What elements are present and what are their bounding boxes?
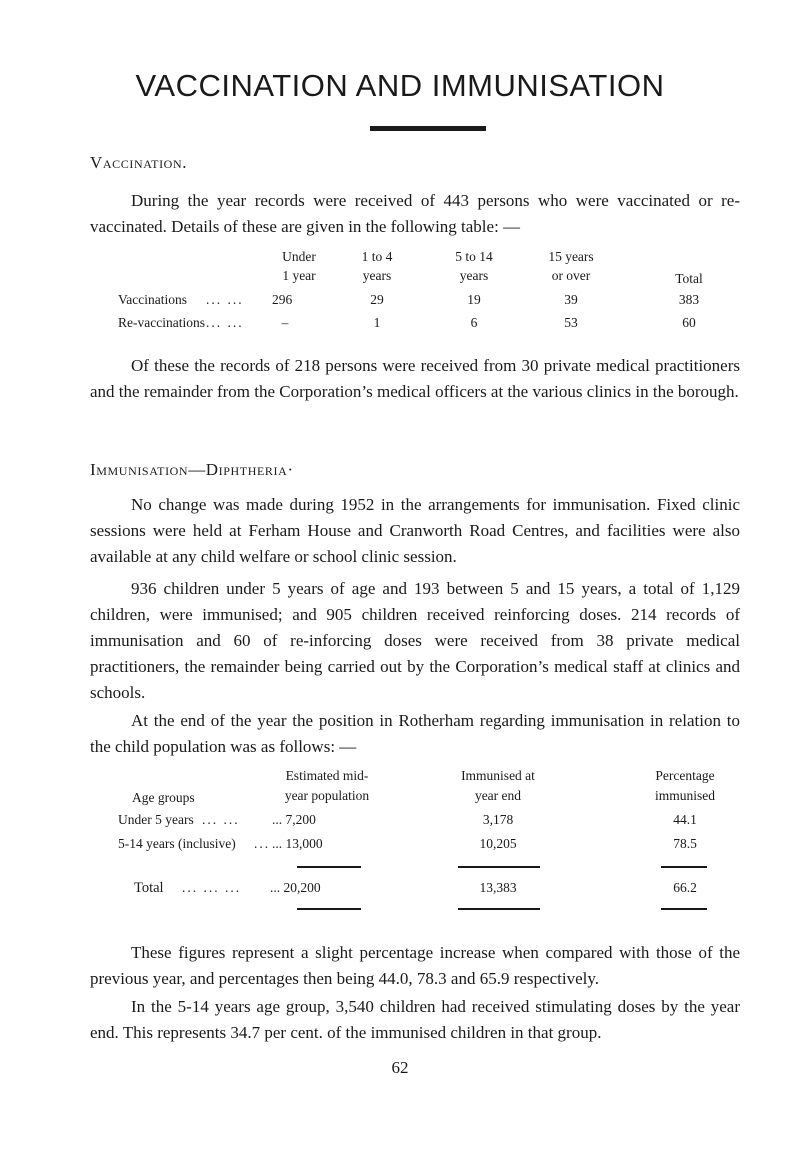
immunisation-paragraph-1: No change was made during 1952 in the arrangements for immunisation. Fixed clinic sessions were held at Ferham House and Cranworth Road Centres, and facilities were also available at any child welfare or school clinic session. <box>90 495 740 566</box>
cell-value: 39 <box>564 292 578 307</box>
col-header-1to4: 1 to 4 years <box>361 249 393 283</box>
col-header-total: Total <box>675 271 703 286</box>
row-dots: ... ... <box>206 292 244 307</box>
sum-rule <box>458 908 540 910</box>
row-label: Under 5 years <box>118 812 194 827</box>
row-label: Re-vaccinations <box>118 315 205 330</box>
cell-value: 296 <box>272 292 293 307</box>
col-header-5to14: 5 to 14 years <box>455 249 493 283</box>
vaccination-note: Of these the records of 218 persons were received from 30 private medical practitioners and the remainder from the Corporation’s medical officers at the various clinics in the borough. <box>90 356 740 401</box>
title-rule <box>370 126 486 131</box>
cell-immunised: 10,205 <box>479 836 517 851</box>
cell-value: 53 <box>564 315 578 330</box>
row-label: 5-14 years (inclusive) <box>118 836 236 851</box>
cell-value: 6 <box>470 315 478 330</box>
cell-immunised: 3,178 <box>482 812 514 827</box>
cell-value: – <box>281 315 289 330</box>
immunisation-paragraph-3: At the end of the year the position in Rotherham regarding immunisation in relation to the child population was as follows: — <box>90 711 740 756</box>
total-percentage: 66.2 <box>673 880 697 895</box>
total-immunised: 13,383 <box>479 880 517 895</box>
row-dots: ... ... ... <box>182 880 242 895</box>
total-population: ... 20,200 <box>270 880 321 895</box>
total-label: Total <box>134 880 164 896</box>
sum-rule <box>661 866 707 868</box>
cell-population: ... 7,200 <box>272 812 316 827</box>
cell-value: 60 <box>682 315 696 330</box>
vaccination-intro: During the year records were received of 443 persons who were vaccinated or re-vaccinated. Details of these are given in the following table: — <box>90 191 740 236</box>
sum-rule <box>458 866 540 868</box>
cell-value: 29 <box>370 292 384 307</box>
cell-value: 383 <box>678 292 700 307</box>
col-header-under1: Under 1 year <box>282 249 316 283</box>
immunisation-paragraph-2: 936 children under 5 years of age and 193 between 5 and 15 years, a total of 1,129 children, were immunised; and 905 children received reinforcing doses. 214 records of immunisation and 60 of re-inforcing doses were received from 38 private medical practitioners, the remainder being carried out by the Corporation’s medical staff at clinics and schools. <box>90 579 740 702</box>
row-label: Vaccinations <box>118 292 187 307</box>
immunisation-paragraph-5: In the 5-14 years age group, 3,540 children had received stimulating doses by the year end. This represents 34.7 per cent. of the immunised children in that group. <box>90 997 740 1042</box>
vaccination-heading: Vaccination. <box>90 153 188 172</box>
cell-value: 1 <box>373 315 381 330</box>
page-number: 62 <box>391 1058 409 1077</box>
row-dots: ... ... <box>202 812 240 827</box>
sum-rule <box>297 866 361 868</box>
immunisation-heading: Immunisation—Diphtheria· <box>90 460 294 479</box>
col-header-immunised: Immunised at year end <box>461 768 535 803</box>
col-header-percentage: Percentage immunised <box>655 768 715 803</box>
sum-rule <box>297 908 361 910</box>
col-header-population: Estimated mid- year population <box>284 768 370 803</box>
cell-percentage: 44.1 <box>673 812 697 827</box>
col-header-age: Age groups <box>132 790 195 805</box>
row-dots: ... ... <box>206 315 244 330</box>
cell-population: ... 13,000 <box>272 836 323 851</box>
immunisation-paragraph-4: These figures represent a slight percentage increase when compared with those of the previous year, and percentages then being 44.0, 78.3 and 65.9 respectively. <box>90 943 740 988</box>
cell-percentage: 78.5 <box>673 836 697 851</box>
sum-rule <box>661 908 707 910</box>
row-dots: ... <box>254 836 271 851</box>
page-title: VACCINATION AND IMMUNISATION <box>135 68 665 103</box>
cell-value: 19 <box>467 292 481 307</box>
col-header-15plus: 15 years or over <box>548 249 594 283</box>
